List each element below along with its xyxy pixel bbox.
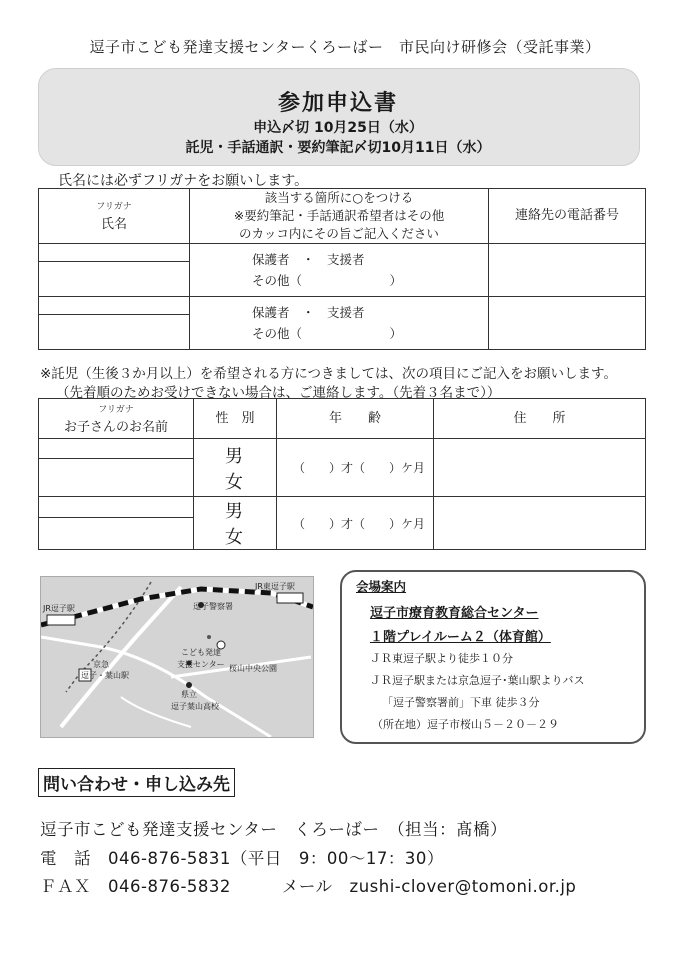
child-name-header — [39, 399, 194, 439]
address-field-1[interactable] — [434, 439, 646, 497]
phone-header: 連絡先の電話番号 — [489, 189, 646, 244]
child-furigana-label: フリガナ — [98, 404, 134, 415]
map-label-school-1: 県立 — [181, 690, 197, 699]
other-option-2[interactable]: その他（ ） — [252, 326, 403, 341]
venue-name: 逗子市療育教育総合センター — [370, 606, 539, 621]
gender-select-2[interactable]: 男 女 — [194, 497, 277, 550]
support-deadline-text: 託児・手話通訳・要約筆記〆切10月11日（水） — [185, 140, 491, 156]
venue-address: （所在地）逗子市桜山５－２０－２９ — [372, 718, 559, 731]
address-field-2[interactable] — [434, 497, 646, 550]
childcare-note: ※託児（生後３か月以上）を希望される方につきましては、次の項目にご記入をお願いします。 — [40, 366, 617, 382]
phone-field-2[interactable] — [489, 297, 646, 350]
deadline-text: 申込〆切 10月25日（水） — [253, 120, 423, 136]
child-furigana-field-2[interactable] — [39, 497, 194, 518]
contact-fax-email: ＦＡＸ 046-876-5832 メール zushi-clover@tomoni.or.jp — [40, 877, 577, 896]
venue-access-2: ＪＲ逗子駅または京急逗子･葉山駅よりバス — [370, 674, 585, 687]
name-label: 氏名 — [100, 217, 127, 232]
map-drawing — [41, 577, 313, 737]
role-option-2[interactable]: 保護者 ・ 支援者 — [252, 305, 365, 320]
age-header: 年 齢 — [277, 399, 434, 439]
address-header: 住 所 — [434, 399, 646, 439]
gender-select-1[interactable]: 男 女 — [194, 439, 277, 497]
name-field-2[interactable] — [39, 315, 190, 350]
map-label-jr-zushi: JR逗子駅 — [43, 604, 75, 613]
map-label-keikyu-1: 京急 — [93, 660, 109, 669]
mark-instruction-1: 該当する箇所に○をつける — [264, 190, 414, 205]
contact-title: 問い合わせ・申し込み先 — [38, 768, 235, 797]
venue-room: １階プレイルーム２（体育館） — [370, 630, 551, 645]
age-field-1[interactable]: （ ）才（ ）ケ月 — [277, 439, 434, 497]
furigana-note: 氏名には必ずフリガナをお願いします。 — [58, 173, 309, 189]
role-select-1[interactable] — [190, 244, 489, 297]
name-header — [39, 189, 190, 244]
age-field-2[interactable]: （ ）才（ ）ケ月 — [277, 497, 434, 550]
role-select-2[interactable] — [190, 297, 489, 350]
other-option-1[interactable]: その他（ ） — [252, 273, 403, 288]
form-title: 参加申込書 — [277, 91, 398, 116]
map-label-center-2: 支援センター — [177, 660, 225, 669]
venue-title: 会場案内 — [356, 579, 407, 594]
contact-tel: 電 話 046-876-5831（平日 9：00～17：30） — [40, 849, 444, 868]
role-option-1[interactable]: 保護者 ・ 支援者 — [252, 252, 365, 267]
venue-access-3: 「逗子警察署前」下車 徒歩３分 — [382, 696, 540, 709]
map-label-park: 桜山中央公園 — [229, 664, 277, 673]
furigana-field-1[interactable] — [39, 244, 190, 262]
mark-header — [190, 189, 489, 244]
child-furigana-field-1[interactable] — [39, 439, 194, 459]
contact-org: 逗子市こども発達支援センター くろーばー （担当：髙橋） — [40, 820, 508, 839]
furigana-field-2[interactable] — [39, 297, 190, 315]
phone-field-1[interactable] — [489, 244, 646, 297]
mark-instruction-2: ※要約筆記・手話通訳希望者はその他 — [233, 208, 445, 223]
venue-access-1: ＪＲ東逗子駅より徒歩１０分 — [370, 652, 513, 665]
page-header: 逗子市こども発達支援センターくろーばー 市民向け研修会（受託事業） — [89, 38, 601, 56]
map-label-jr-higashi-zushi: JR東逗子駅 — [255, 582, 295, 591]
name-field-1[interactable] — [39, 262, 190, 297]
child-name-label: お子さんのお名前 — [63, 419, 168, 435]
childcare-note-2: （先着順のためお受けできない場合は、ご連絡します。（先着３名まで）） — [56, 385, 501, 401]
map-label-center-1: こども発達 — [181, 648, 221, 657]
map-label-police: 逗子警察署 — [193, 602, 233, 611]
registration-table — [38, 188, 646, 350]
name-furigana-label: フリガナ — [96, 202, 132, 212]
access-map — [40, 576, 314, 738]
child-name-field-2[interactable] — [39, 517, 194, 549]
gender-header: 性 別 — [194, 399, 277, 439]
map-label-school-2: 逗子葉山高校 — [171, 702, 219, 711]
mark-instruction-3: のカッコ内にその旨ご記入ください — [239, 226, 439, 241]
childcare-table — [38, 398, 646, 550]
child-name-field-1[interactable] — [39, 459, 194, 497]
map-label-keikyu-2: 逗子・葉山駅 — [81, 671, 129, 680]
